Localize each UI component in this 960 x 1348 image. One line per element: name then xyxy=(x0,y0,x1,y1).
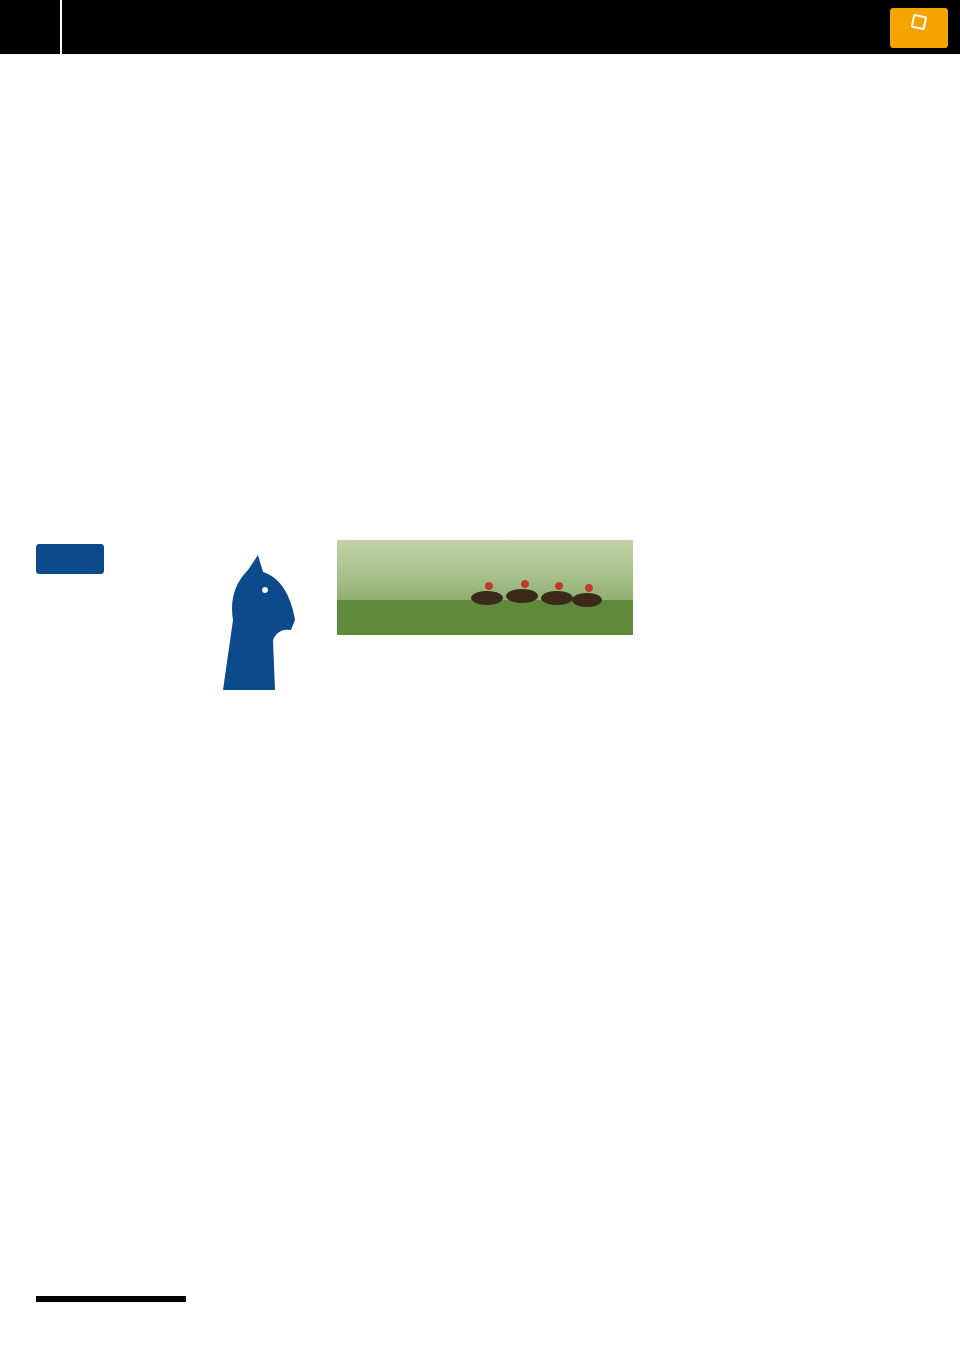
dantoto-logo xyxy=(890,8,948,48)
jackpot-ad[interactable] xyxy=(36,540,298,690)
info-ad[interactable] xyxy=(337,540,633,690)
v86-development-title xyxy=(36,1296,186,1302)
page-number xyxy=(0,0,62,54)
v86-development xyxy=(36,1296,626,1302)
racing-photo xyxy=(337,540,633,635)
page-header xyxy=(0,0,960,54)
horse-head-icon xyxy=(203,550,298,690)
v86-logo xyxy=(36,544,104,574)
gallop-horses-image xyxy=(337,540,633,635)
logo-icon xyxy=(911,14,928,31)
